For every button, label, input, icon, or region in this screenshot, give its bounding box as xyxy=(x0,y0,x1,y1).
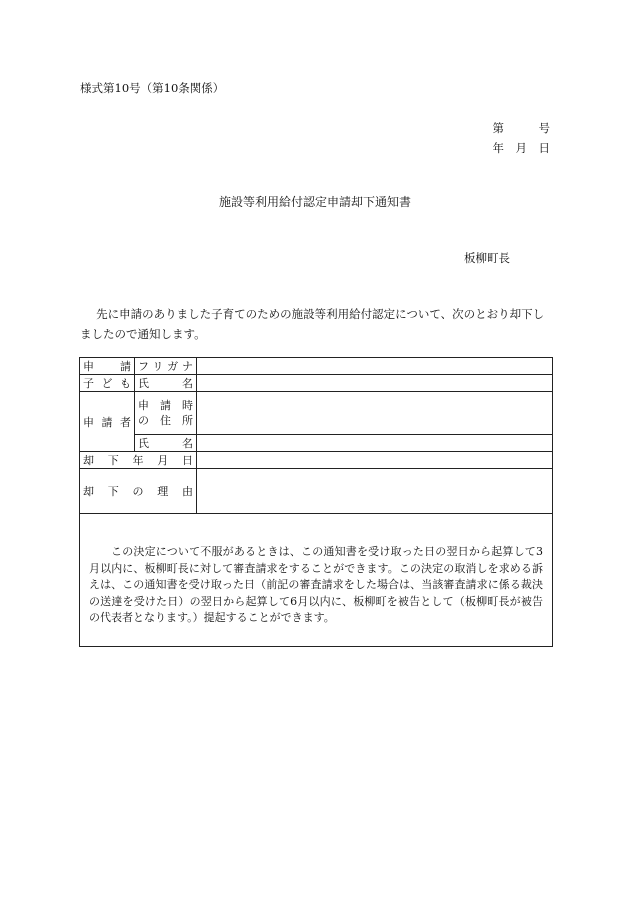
rejection-date-label: 却下年月日 xyxy=(80,452,197,469)
address-label xyxy=(135,392,197,435)
address-field[interactable] xyxy=(197,392,553,435)
form-number: 様式第10号（第10条関係） xyxy=(80,81,225,95)
child-group-label-bottom: 子ども xyxy=(80,375,135,392)
document-date: 年 月 日 xyxy=(492,141,550,155)
intro-paragraph: 先に申請のありました子育てのための施設等利用給付認定について、次のとおり却下しましたので通知します。 xyxy=(80,307,545,341)
furigana-label: フリガナ xyxy=(135,358,197,375)
applicant-name-field[interactable] xyxy=(197,435,553,452)
appeal-notice-cell xyxy=(80,514,553,647)
applicant-address-row xyxy=(80,392,553,435)
child-group-label-top: 申 請 xyxy=(80,358,135,375)
applicant-name-row xyxy=(80,435,553,452)
furigana-row xyxy=(80,358,553,375)
appeal-notice-row xyxy=(80,514,553,647)
rejection-date-row xyxy=(80,452,553,469)
child-name-field[interactable] xyxy=(197,375,553,392)
address-label-line2: の住所 xyxy=(138,414,193,427)
child-name-label: 氏 名 xyxy=(135,375,197,392)
document-number: 第 号 xyxy=(492,121,550,135)
document-title: 施設等利用給付認定申請却下通知書 xyxy=(218,195,411,209)
rejection-reason-row xyxy=(80,469,553,514)
issuer-name: 板柳町長 xyxy=(464,251,510,265)
appeal-notice-text: この決定について不服があるときは、この通知書を受け取った日の翌日から起算して3月以内に、板柳町長に対して審査請求をすることができます。この決定の取消しを求める訴えは、この通知書を受け取った日（前記の審査請求をした場合は、当該審査請求に係る裁決の送達を受けた日）の翌日から起算して6月以内に、板柳町を被告として（板柳町長が被告の代表者となります。）提起することができます。 xyxy=(89,545,543,625)
rejection-reason-field[interactable] xyxy=(197,469,553,514)
child-name-row xyxy=(80,375,553,392)
address-label-line1: 申請時 xyxy=(138,399,193,412)
rejection-date-field[interactable] xyxy=(197,452,553,469)
rejection-form-table xyxy=(79,357,553,647)
applicant-name-label: 氏 名 xyxy=(135,435,197,452)
rejection-reason-label: 却下の理由 xyxy=(80,469,197,514)
furigana-field[interactable] xyxy=(197,358,553,375)
applicant-label: 申請者 xyxy=(80,392,135,452)
